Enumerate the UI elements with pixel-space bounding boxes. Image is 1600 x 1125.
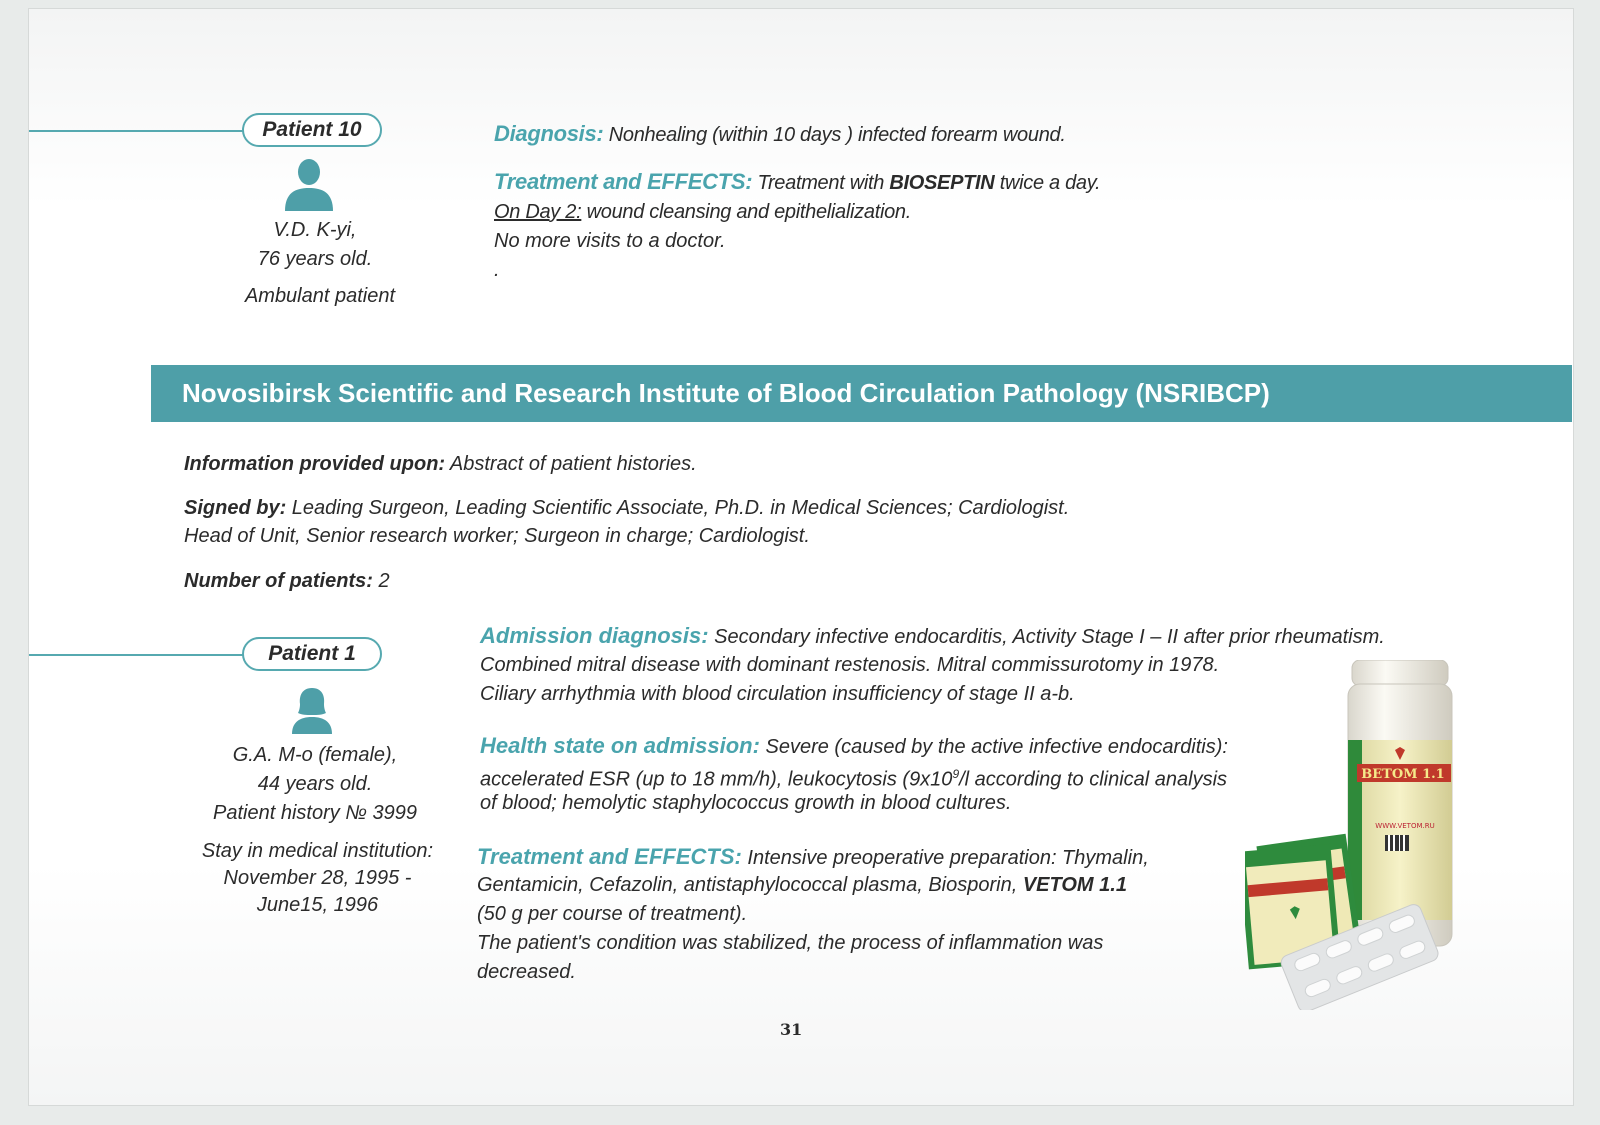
- treatment-pre: Treatment with: [752, 172, 890, 194]
- admission-text: Secondary infective endocarditis, Activity Stage I – II after prior rheumatism.: [708, 626, 1385, 648]
- patient10-name: V.D. K-yi,: [273, 219, 357, 241]
- signed-by: [184, 494, 1069, 522]
- info-label: Information provided upon:: [184, 453, 446, 475]
- patient1-treatment-line2: [477, 871, 1127, 900]
- health-label: Health state on admission:: [480, 733, 760, 758]
- number-of-patients: [184, 567, 390, 595]
- vetom-drug: VETOM 1.1: [1022, 874, 1127, 896]
- health-line3: of blood; hemolytic staphylococcus growth in blood cultures.: [480, 792, 1012, 814]
- patient1-history: Patient history № 3999: [213, 802, 417, 824]
- health-line2-sup: 9: [952, 767, 960, 781]
- admission-line2: Combined mitral disease with dominant restenosis. Mitral commissurotomy in 1978.: [480, 654, 1220, 676]
- patient1-treatment-text: Intensive preoperative preparation: Thymalin,: [741, 847, 1149, 869]
- vetom-product-image: [1245, 660, 1460, 1010]
- person-icon: [290, 686, 334, 734]
- patient1-treatment-line5: decreased.: [477, 961, 576, 983]
- health-line2-post: /l according to clinical analysis: [959, 768, 1228, 791]
- patient10-type: Ambulant patient: [244, 285, 396, 307]
- health-line2-pre: accelerated ESR (up to 18 mm/h), leukocytosis (9x10: [480, 768, 953, 791]
- treatment-post: twice a day.: [994, 172, 1101, 194]
- health-state: [480, 731, 1228, 762]
- patient10-diagnosis: [494, 119, 1066, 150]
- signed-line2: Head of Unit, Senior research worker; Surgeon in charge; Cardiologist.: [184, 525, 810, 547]
- patient1-age: 44 years old.: [257, 773, 373, 795]
- patient1-connector-line: [29, 654, 244, 656]
- patient10-line4: .: [494, 259, 500, 281]
- patient10-line3: No more visits to a doctor.: [494, 230, 726, 252]
- health-text: Severe (caused by the active infective endocarditis):: [759, 736, 1228, 758]
- person-icon: [281, 157, 337, 211]
- treatment-line2-pre: Gentamicin, Cefazolin, antistaphylococcal plasma, Biosporin,: [477, 874, 1023, 896]
- day2-text: wound cleansing and epithelialization.: [581, 201, 911, 223]
- patient1-stay-label: Stay in medical institution:: [201, 840, 434, 862]
- patient10-day2: [494, 198, 911, 227]
- patient10-badge: Patient 10: [242, 113, 382, 147]
- patient1-treatment-line3: (50 g per course of treatment).: [477, 903, 748, 925]
- admission-label: Admission diagnosis:: [480, 623, 709, 648]
- treatment-label: Treatment and EFFECTS:: [494, 169, 753, 194]
- patient10-age: 76 years old.: [257, 248, 373, 270]
- admission-diagnosis: [480, 621, 1385, 652]
- patient1-badge: Patient 1: [242, 637, 382, 671]
- signed-text: Leading Surgeon, Leading Scientific Associate, Ph.D. in Medical Sciences; Cardiologist.: [286, 497, 1070, 519]
- page-number: 31: [780, 1020, 803, 1039]
- treatment-drug: BIOSEPTIN: [889, 172, 995, 194]
- number-value: 2: [372, 570, 390, 592]
- diagnosis-label: Diagnosis:: [494, 121, 604, 146]
- patient1-stay-to: June15, 1996: [256, 894, 379, 916]
- admission-line3: Ciliary arrhythmia with blood circulation insufficiency of stage II a-b.: [480, 683, 1075, 705]
- product-site: WWW.VETOM.RU: [1375, 822, 1435, 830]
- product-brand: ВЕТОМ 1.1: [1361, 767, 1445, 782]
- info-text: Abstract of patient histories.: [445, 453, 697, 475]
- patient10-connector-line: [29, 130, 244, 132]
- info-provided: [184, 450, 697, 478]
- signed-label: Signed by:: [184, 497, 287, 519]
- number-label: Number of patients:: [184, 570, 373, 592]
- day2-label: On Day 2:: [494, 201, 582, 223]
- patient1-stay-from: November 28, 1995 -: [223, 867, 412, 889]
- patient10-treatment: [494, 167, 1100, 198]
- patient1-treatment-label: Treatment and EFFECTS:: [477, 844, 742, 869]
- patient1-treatment-line4: The patient's condition was stabilized, the process of inflammation was: [477, 932, 1104, 954]
- patient1-name: G.A. M-o (female),: [232, 744, 398, 766]
- patient1-treatment: [477, 842, 1149, 873]
- institute-banner: Novosibirsk Scientific and Research Institute of Blood Circulation Pathology (NSRIBCP): [151, 365, 1572, 422]
- diagnosis-text: Nonhealing (within 10 days ) infected forearm wound.: [603, 124, 1066, 146]
